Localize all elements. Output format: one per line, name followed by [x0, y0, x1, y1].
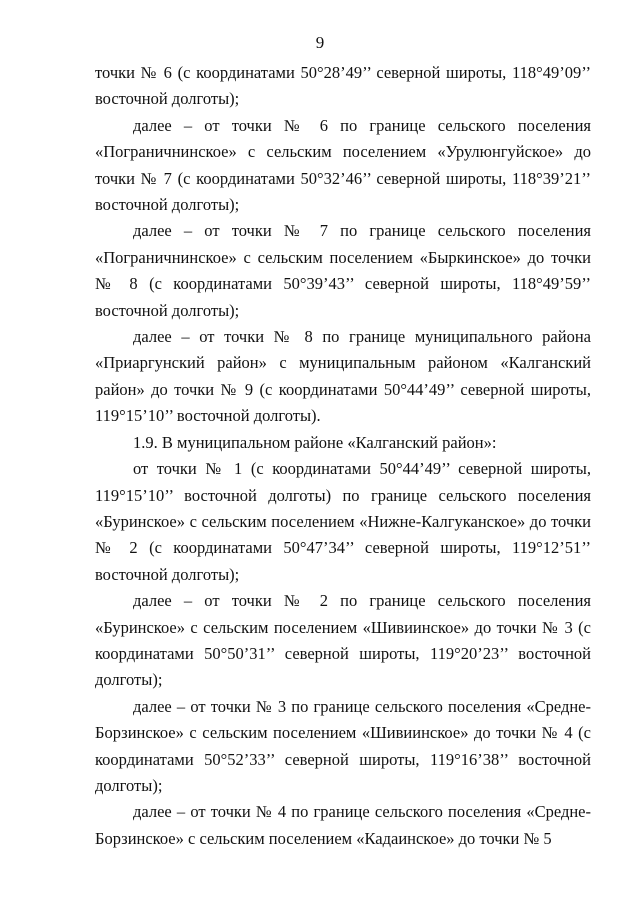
paragraph-continuation: точки № 6 (с координатами 50°28’49’’ северной широты, 118°49’09’’ восточной долготы);	[95, 63, 591, 109]
paragraph: далее – от точки № 6 по границе сельского поселения «Пограничнинское» с сельским поселением «Урулюнгуйское» до точки № 7 (с координатами 50°32’46’’ северной широты, 118°39’21’’ восточной долготы);	[95, 115, 591, 215]
paragraph: от точки № 1 (с координатами 50°44’49’’ северной широты, 119°15’10’’ восточной долготы) по границе сельского поселения «Буринское» с сельским поселением «Нижне-Калгуканское» до точки № 2 (с координатами 50°47’34’’ северной широты, 119°12’51’’ восточной долготы);	[95, 459, 591, 584]
document-body	[95, 60, 591, 852]
paragraph: далее – от точки № 3 по границе сельского поселения «Средне-Борзинское» с сельским поселением «Шивиинское» до точки № 4 (с координатами 50°52’33’’ северной широты, 119°16’38’’ восточной долготы);	[95, 696, 591, 795]
paragraph: далее – от точки № 4 по границе сельского поселения «Средне-Борзинское» с сельским поселением «Кадаинское» до точки № 5	[95, 802, 591, 848]
paragraph: далее – от точки № 2 по границе сельского поселения «Буринское» с сельским поселением «Шивиинское» до точки № 3 (с координатами 50°50’31’’ северной широты, 119°20’23’’ восточной долготы);	[95, 591, 591, 690]
paragraph: далее – от точки № 8 по границе муниципального района «Приаргунский район» с муниципальным районом «Калганский район» до точки № 9 (с координатами 50°44’49’’ северной широты, 119°15’10’’ восточной долготы).	[95, 327, 591, 426]
paragraph: далее – от точки № 7 по границе сельского поселения «Пограничнинское» с сельским поселением «Быркинское» до точки № 8 (с координатами 50°39’43’’ северной широты, 118°49’59’’ восточной долготы);	[95, 221, 591, 320]
section-heading: 1.9. В муниципальном районе «Калганский район»:	[133, 432, 497, 452]
page-number: 9	[315, 33, 325, 52]
